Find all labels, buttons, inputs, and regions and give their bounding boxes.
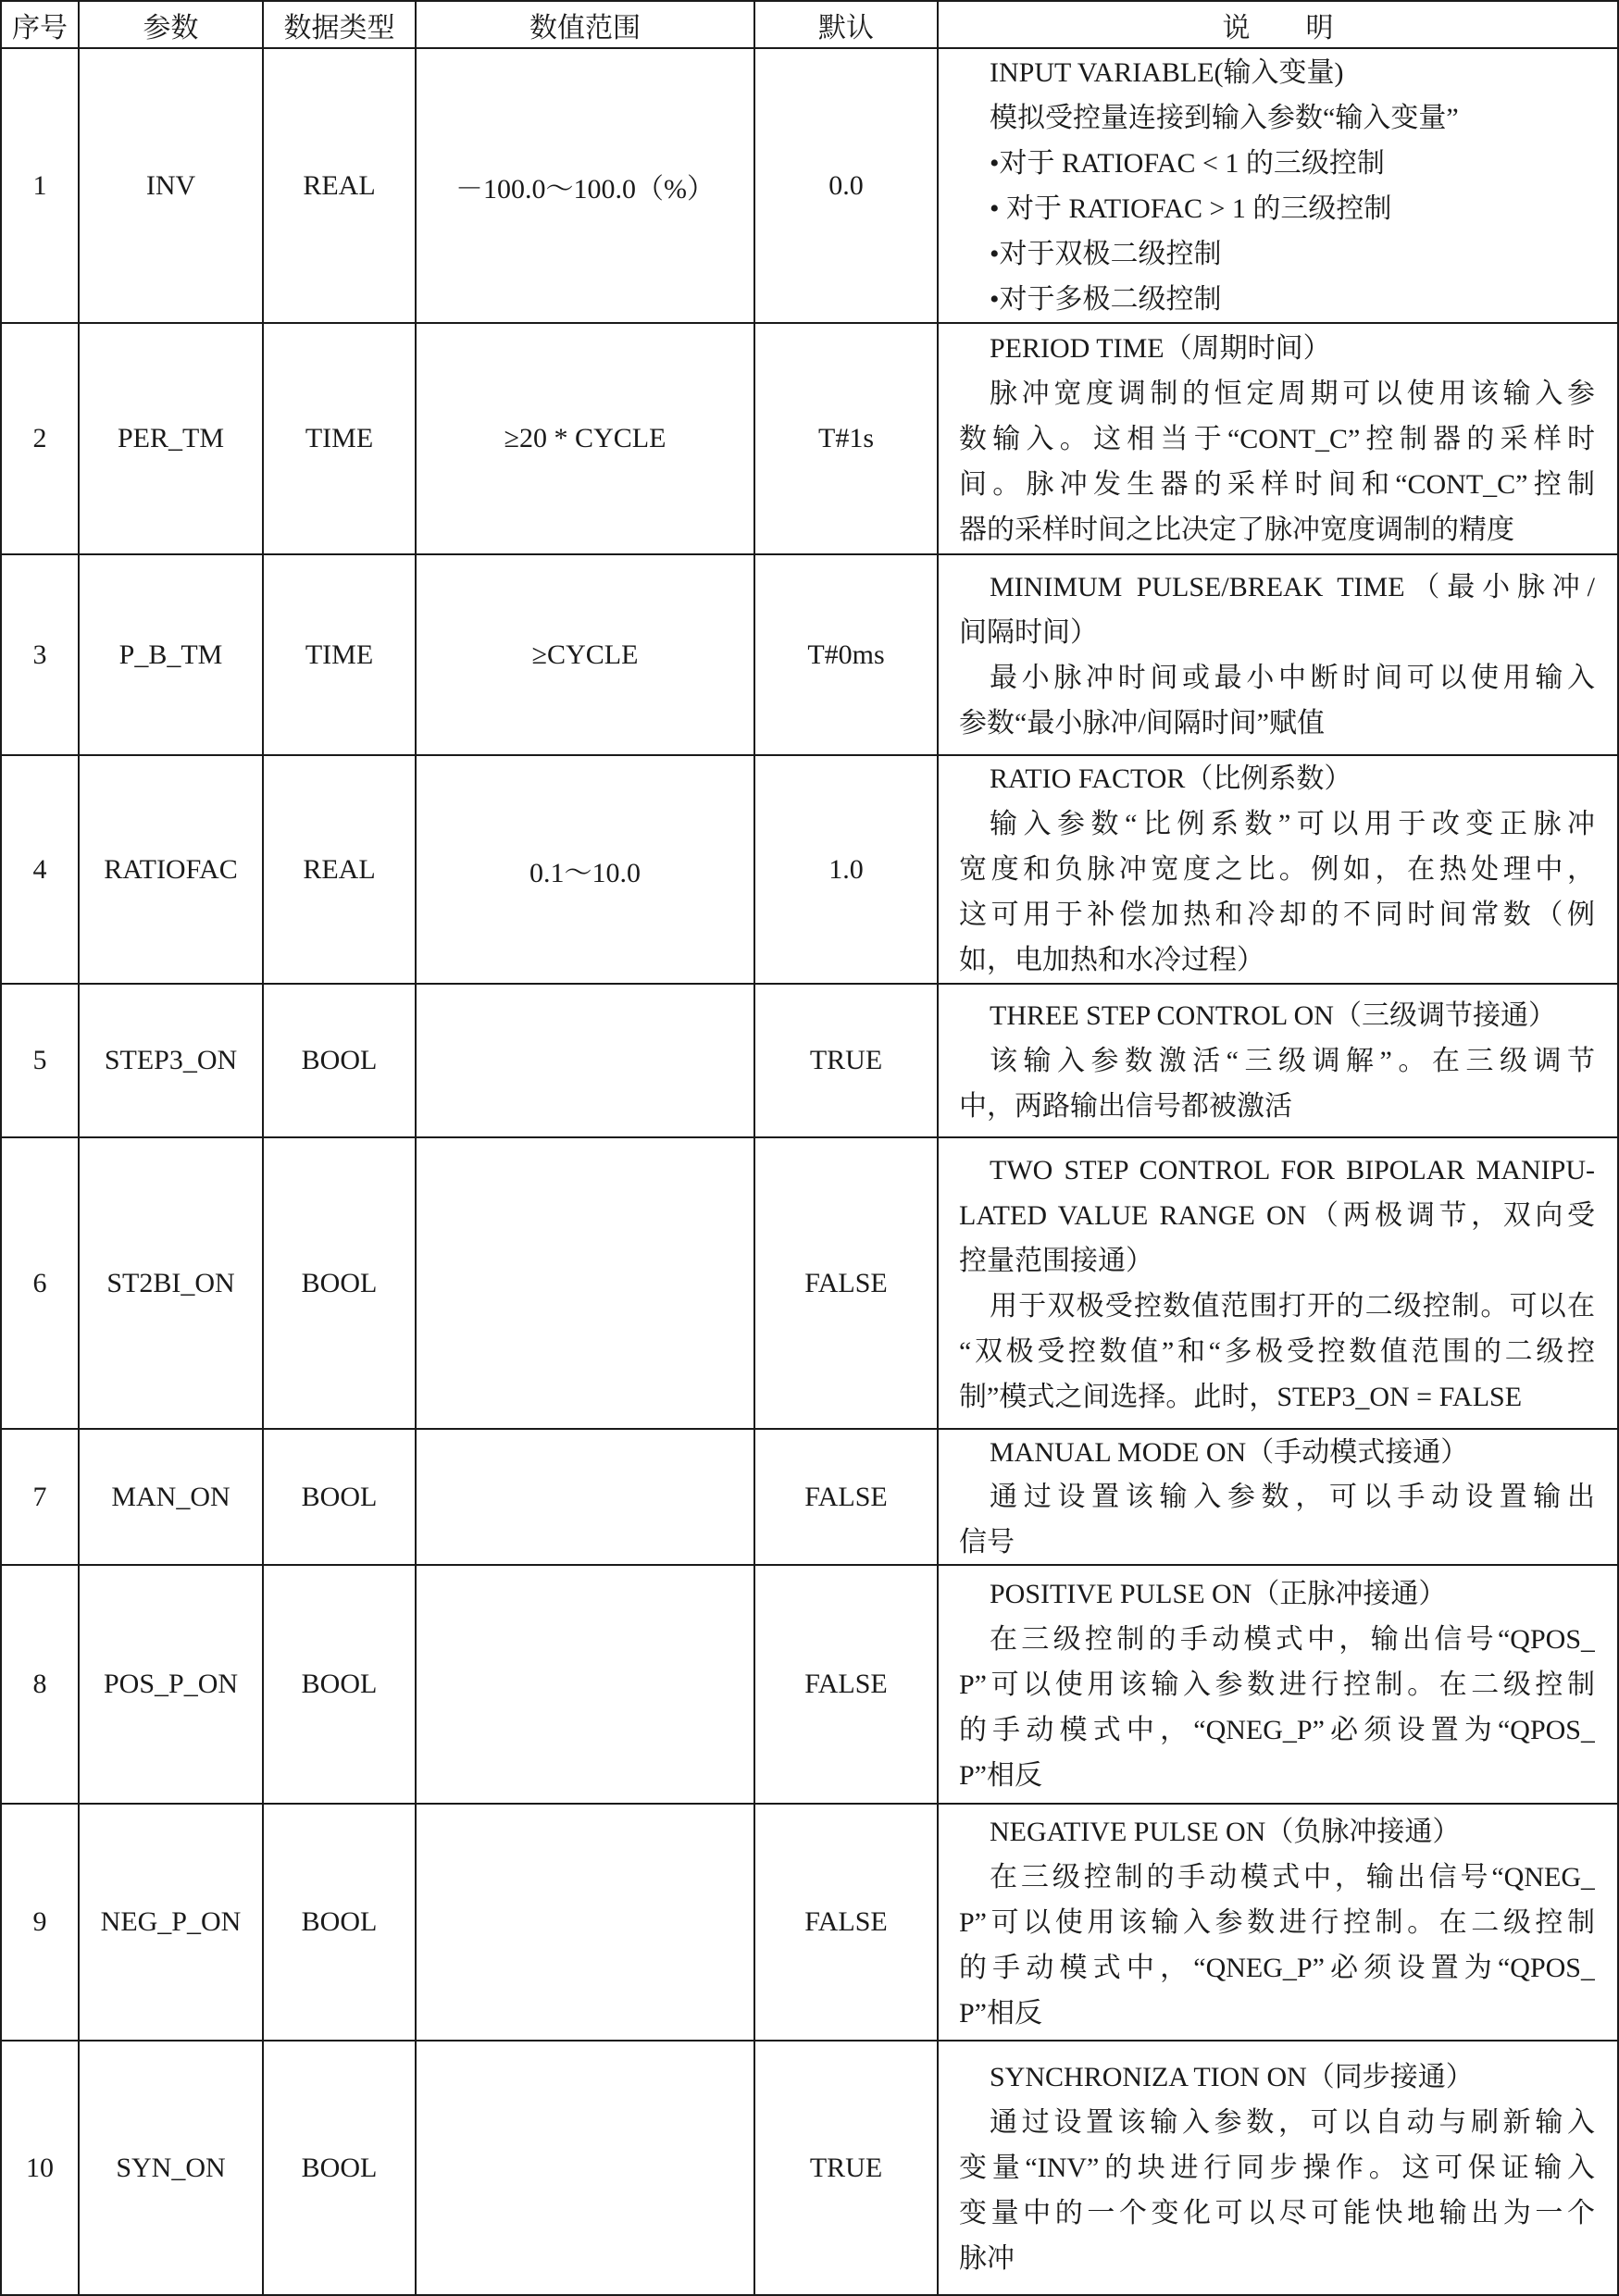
description-line: P”可以使用该输入参数进行控制。在二级控制 — [959, 1669, 1595, 1700]
description-line: THREE STEP CONTROL ON（三级调节接通） — [990, 999, 1556, 1031]
description-cell — [939, 324, 1619, 555]
parameter-cell: STEP3_ON — [80, 985, 264, 1138]
description-line: 的手动模式中，“QNEG_P”必须设置为“QPOS_ — [959, 1714, 1595, 1745]
description-cell — [939, 555, 1619, 756]
value-range-cell — [417, 2042, 755, 2296]
data-type-cell: BOOL — [264, 1566, 417, 1805]
description-line: 间隔时间） — [959, 616, 1098, 648]
description-line: RATIO FACTOR（比例系数） — [990, 763, 1352, 794]
default-cell: T#1s — [755, 324, 939, 555]
default-cell: FALSE — [755, 1430, 939, 1566]
header-default: 默认 — [755, 2, 939, 49]
header-parameter: 参数 — [80, 2, 264, 49]
description-cell — [939, 756, 1619, 985]
description-line: P”可以使用该输入参数进行控制。在二级控制 — [959, 1906, 1595, 1938]
value-range-cell — [417, 1566, 755, 1805]
description-line: • 对于 RATIOFAC > 1 的三级控制 — [990, 192, 1392, 224]
description-line: P”相反 — [959, 1997, 1042, 2029]
data-type-cell: TIME — [264, 324, 417, 555]
default-cell: T#0ms — [755, 555, 939, 756]
description-line: 在三级控制的手动模式中，输出信号“QPOS_ — [990, 1623, 1595, 1655]
data-type-cell: TIME — [264, 555, 417, 756]
value-range-cell: ≥CYCLE — [417, 555, 755, 756]
description-line: MANUAL MODE ON（手动模式接通） — [990, 1437, 1469, 1468]
value-range-cell — [417, 1805, 755, 2042]
default-cell: 1.0 — [755, 756, 939, 985]
description-line: •对于双极二级控制 — [990, 238, 1222, 269]
default-cell: FALSE — [755, 1805, 939, 2042]
index-cell: 3 — [2, 555, 80, 756]
description-line: 这可用于补偿加热和冷却的不同时间常数（例 — [959, 900, 1595, 930]
description-cell — [939, 1138, 1619, 1430]
value-range-cell — [417, 1430, 755, 1566]
description-line: PERIOD TIME（周期时间） — [990, 332, 1331, 364]
description-line: 输入参数“比例系数”可以用于改变正脉冲 — [990, 809, 1595, 839]
header-index: 序号 — [2, 2, 80, 49]
description-line: 脉冲 — [959, 2243, 1015, 2274]
data-type-cell: REAL — [264, 49, 417, 324]
description-cell — [939, 1805, 1619, 2042]
description-cell — [939, 2042, 1619, 2296]
description-line: •对于 RATIOFAC < 1 的三级控制 — [990, 147, 1385, 179]
index-cell: 4 — [2, 756, 80, 985]
parameter-cell: INV — [80, 49, 264, 324]
default-cell: FALSE — [755, 1566, 939, 1805]
header-value-range: 数值范围 — [417, 2, 755, 49]
description-line: P”相反 — [959, 1759, 1042, 1791]
description-line: LATED VALUE RANGE ON（两极调节，双向受 — [959, 1199, 1595, 1231]
description-line: 的手动模式中，“QNEG_P”必须设置为“QPOS_ — [959, 1952, 1595, 1983]
description-line: 宽度和负脉冲宽度之比。例如，在热处理中， — [959, 854, 1595, 885]
index-cell: 6 — [2, 1138, 80, 1430]
description-cell — [939, 985, 1619, 1138]
parameter-cell: MAN_ON — [80, 1430, 264, 1566]
parameter-cell: NEG_P_ON — [80, 1805, 264, 2042]
default-cell: TRUE — [755, 985, 939, 1138]
description-line: 通过设置该输入参数，可以手动设置输出 — [990, 1482, 1595, 1513]
description-line: POSITIVE PULSE ON（正脉冲接通） — [990, 1578, 1447, 1609]
description-line: 最小脉冲时间或最小中断时间可以使用输入 — [990, 662, 1595, 693]
index-cell: 8 — [2, 1566, 80, 1805]
description-cell — [939, 1566, 1619, 1805]
description-line: NEGATIVE PULSE ON（负脉冲接通） — [990, 1816, 1461, 1847]
description-line: SYNCHRONIZA TION ON（同步接通） — [990, 2062, 1474, 2092]
description-line: TWO STEP CONTROL FOR BIPOLAR MANIPU- — [990, 1154, 1595, 1185]
value-range-cell: ≥20 * CYCLE — [417, 324, 755, 555]
description-line: 制”模式之间选择。此时，STEP3_ON = FALSE — [959, 1381, 1523, 1412]
description-line: 参数“最小脉冲/间隔时间”赋值 — [959, 707, 1325, 738]
index-cell: 10 — [2, 2042, 80, 2296]
description-line: 脉冲宽度调制的恒定周期可以使用该输入参 — [990, 378, 1595, 409]
index-cell: 1 — [2, 49, 80, 324]
index-cell: 2 — [2, 324, 80, 555]
description-line: 中，两路输出信号都被激活 — [959, 1090, 1292, 1122]
parameter-cell: RATIOFAC — [80, 756, 264, 985]
index-cell: 5 — [2, 985, 80, 1138]
description-line: 变量中的一个变化可以尽可能快地输出为一个 — [959, 2198, 1595, 2228]
description-line: 用于双极受控数值范围打开的二级控制。可以在 — [990, 1290, 1595, 1322]
parameter-cell: SYN_ON — [80, 2042, 264, 2296]
data-type-cell: BOOL — [264, 2042, 417, 2296]
description-line: 数输入。这相当于“CONT_C”控制器的采样时 — [959, 423, 1595, 454]
description-line: 通过设置该输入参数，可以自动与刷新输入 — [990, 2107, 1595, 2138]
value-range-cell — [417, 1138, 755, 1430]
default-cell: TRUE — [755, 2042, 939, 2296]
index-cell: 9 — [2, 1805, 80, 2042]
description-line: “双极受控数值”和“多极受控数值范围的二级控 — [959, 1335, 1595, 1367]
parameter-cell: PER_TM — [80, 324, 264, 555]
description-line: 该输入参数激活“三级调解”。在三级调节 — [990, 1045, 1595, 1076]
default-cell: 0.0 — [755, 49, 939, 324]
description-line: •对于多极二级控制 — [990, 283, 1222, 315]
default-cell: FALSE — [755, 1138, 939, 1430]
value-range-cell: －100.0～100.0（%） — [417, 49, 755, 324]
value-range-cell — [417, 985, 755, 1138]
value-range-cell: 0.1～10.0 — [417, 756, 755, 985]
description-line: 模拟受控量连接到输入参数“输入变量” — [990, 102, 1459, 133]
description-line: 如，电加热和水冷过程） — [959, 945, 1264, 975]
data-type-cell: BOOL — [264, 1430, 417, 1566]
header-description: 说 明 — [939, 2, 1619, 49]
data-type-cell: BOOL — [264, 985, 417, 1138]
description-cell — [939, 49, 1619, 324]
data-type-cell: BOOL — [264, 1805, 417, 2042]
data-type-cell: BOOL — [264, 1138, 417, 1430]
description-line: MINIMUM PULSE/BREAK TIME（最小脉冲/ — [990, 571, 1595, 602]
description-line: 控量范围接通） — [959, 1245, 1153, 1276]
description-line: 在三级控制的手动模式中，输出信号“QNEG_ — [990, 1861, 1595, 1893]
description-cell — [939, 1430, 1619, 1566]
parameter-cell: P_B_TM — [80, 555, 264, 756]
description-line: 信号 — [959, 1526, 1015, 1558]
description-line: 间。脉冲发生器的采样时间和“CONT_C”控制 — [959, 468, 1595, 500]
parameter-cell: POS_P_ON — [80, 1566, 264, 1805]
description-line: INPUT VARIABLE(输入变量) — [990, 56, 1344, 88]
header-data-type: 数据类型 — [264, 2, 417, 49]
data-type-cell: REAL — [264, 756, 417, 985]
parameter-cell: ST2BI_ON — [80, 1138, 264, 1430]
description-line: 变量“INV”的块进行同步操作。这可保证输入 — [959, 2153, 1595, 2183]
index-cell: 7 — [2, 1430, 80, 1566]
description-line: 器的采样时间之比决定了脉冲宽度调制的精度 — [959, 514, 1514, 545]
